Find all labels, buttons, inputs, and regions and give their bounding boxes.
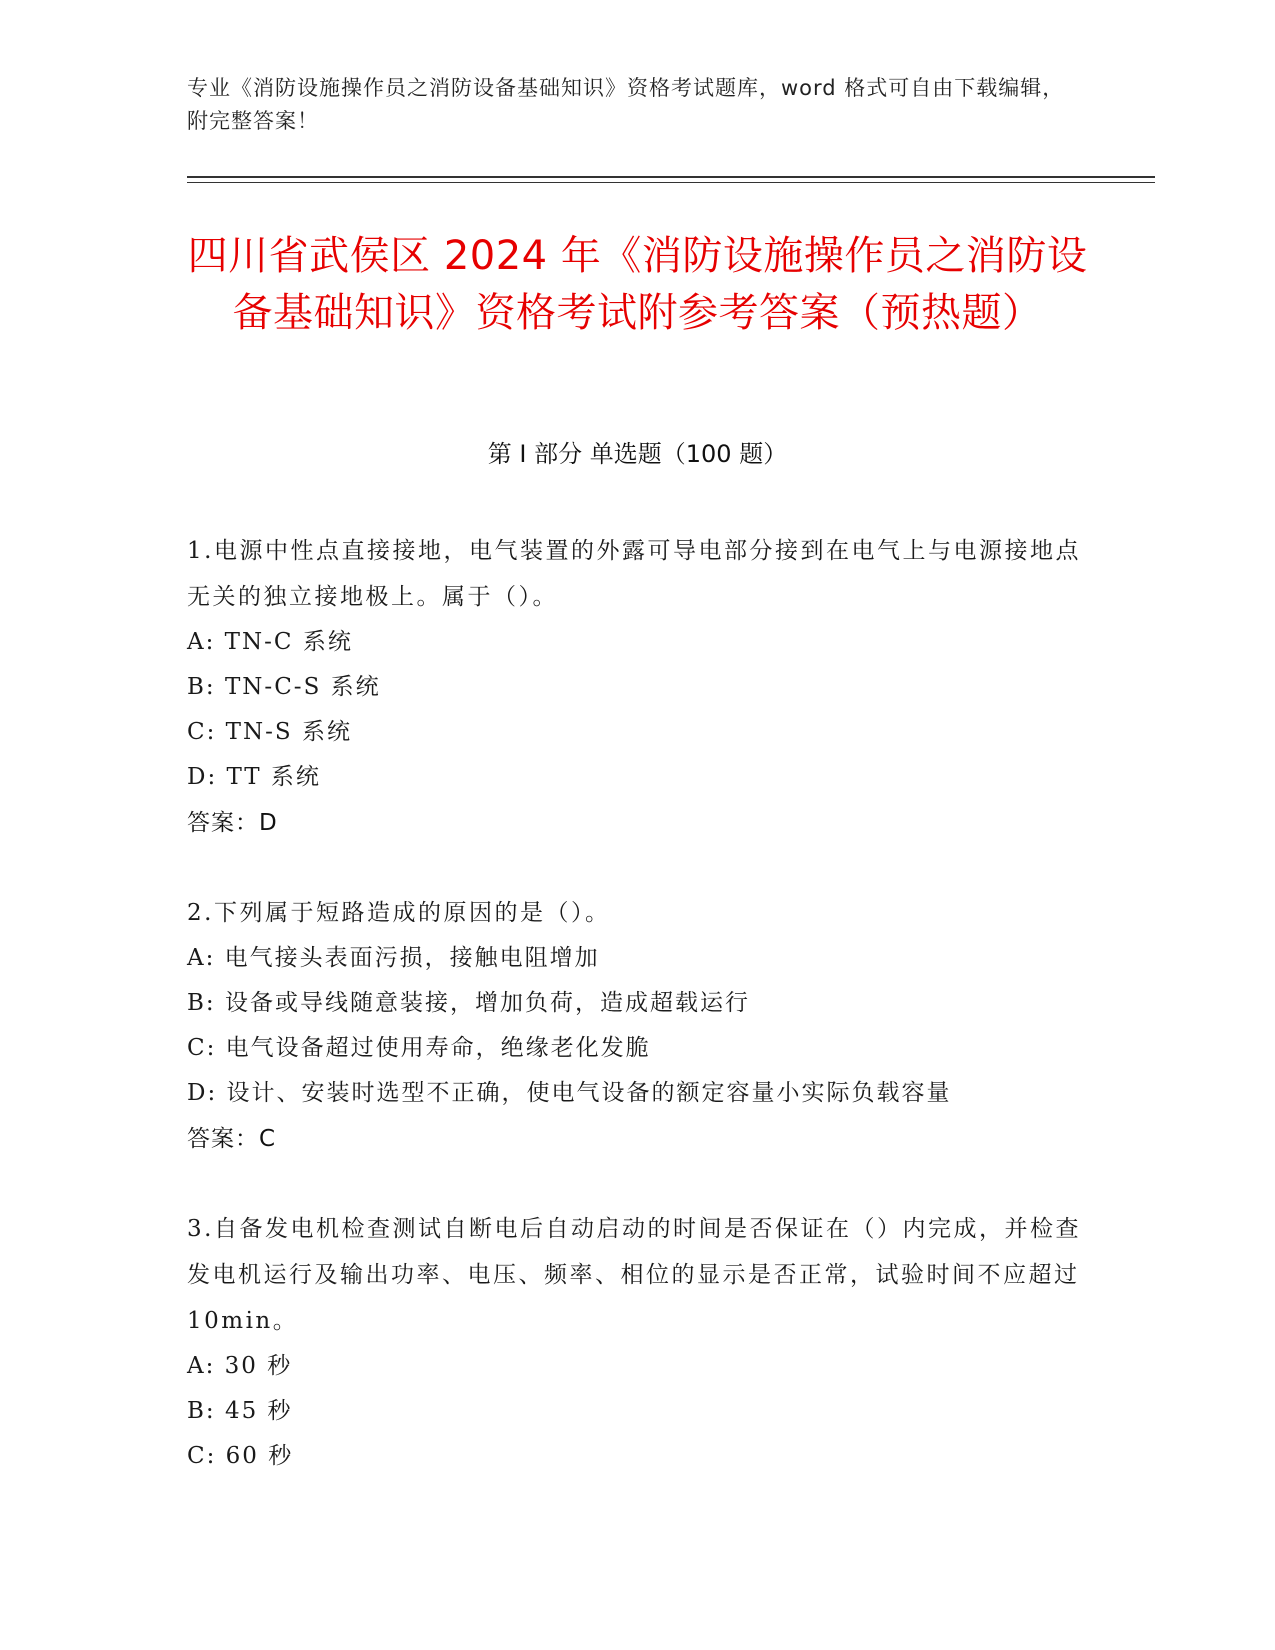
option-b: B: TN-C-S 系统 (187, 674, 381, 700)
question-list (187, 528, 1087, 1523)
question-stem: 2.下列属于短路造成的原因的是（）。 (187, 900, 611, 926)
header-note: 专业《消防设施操作员之消防设备基础知识》资格考试题库，word 格式可自由下载编辑，附完整答案！ (187, 76, 1065, 133)
question-1 (187, 528, 1087, 846)
option-a: A: 电气接头表面污损，接触电阻增加 (187, 945, 600, 971)
question-stem: 3.自备发电机检查测试自断电后自动启动的时间是否保证在（）内完成，并检查发电机运行及输出功率、电压、频率、相位的显示是否正常，试验时间不应超过 10min。 (187, 1216, 1081, 1334)
option-a: A: 30 秒 (187, 1353, 293, 1379)
answer: 答案：C (187, 1126, 277, 1152)
section-title: 第 I 部分 单选题（100 题） (487, 440, 788, 468)
header-divider-thick (187, 176, 1155, 178)
header-divider-thin (187, 182, 1155, 183)
option-d: D: 设计、安装时选型不正确，使电气设备的额定容量小实际负载容量 (187, 1080, 952, 1106)
option-d: D: TT 系统 (187, 764, 321, 790)
answer: 答案：D (187, 810, 278, 836)
question-2 (187, 890, 1087, 1162)
option-b: B: 45 秒 (187, 1398, 293, 1424)
option-b: B: 设备或导线随意装接，增加负荷，造成超载运行 (187, 990, 750, 1016)
option-c: C: 60 秒 (187, 1443, 294, 1469)
option-a: A: TN-C 系统 (187, 629, 353, 655)
question-stem: 1.电源中性点直接接地，电气装置的外露可导电部分接到在电气上与电源接地点无关的独立接地极上。属于（）。 (187, 538, 1081, 610)
option-c: C: 电气设备超过使用寿命，绝缘老化发脆 (187, 1035, 651, 1061)
question-3 (187, 1206, 1087, 1479)
option-c: C: TN-S 系统 (187, 719, 352, 745)
document-title: 四川省武侯区 2024 年《消防设施操作员之消防设备基础知识》资格考试附参考答案（预热题） (187, 233, 1088, 336)
